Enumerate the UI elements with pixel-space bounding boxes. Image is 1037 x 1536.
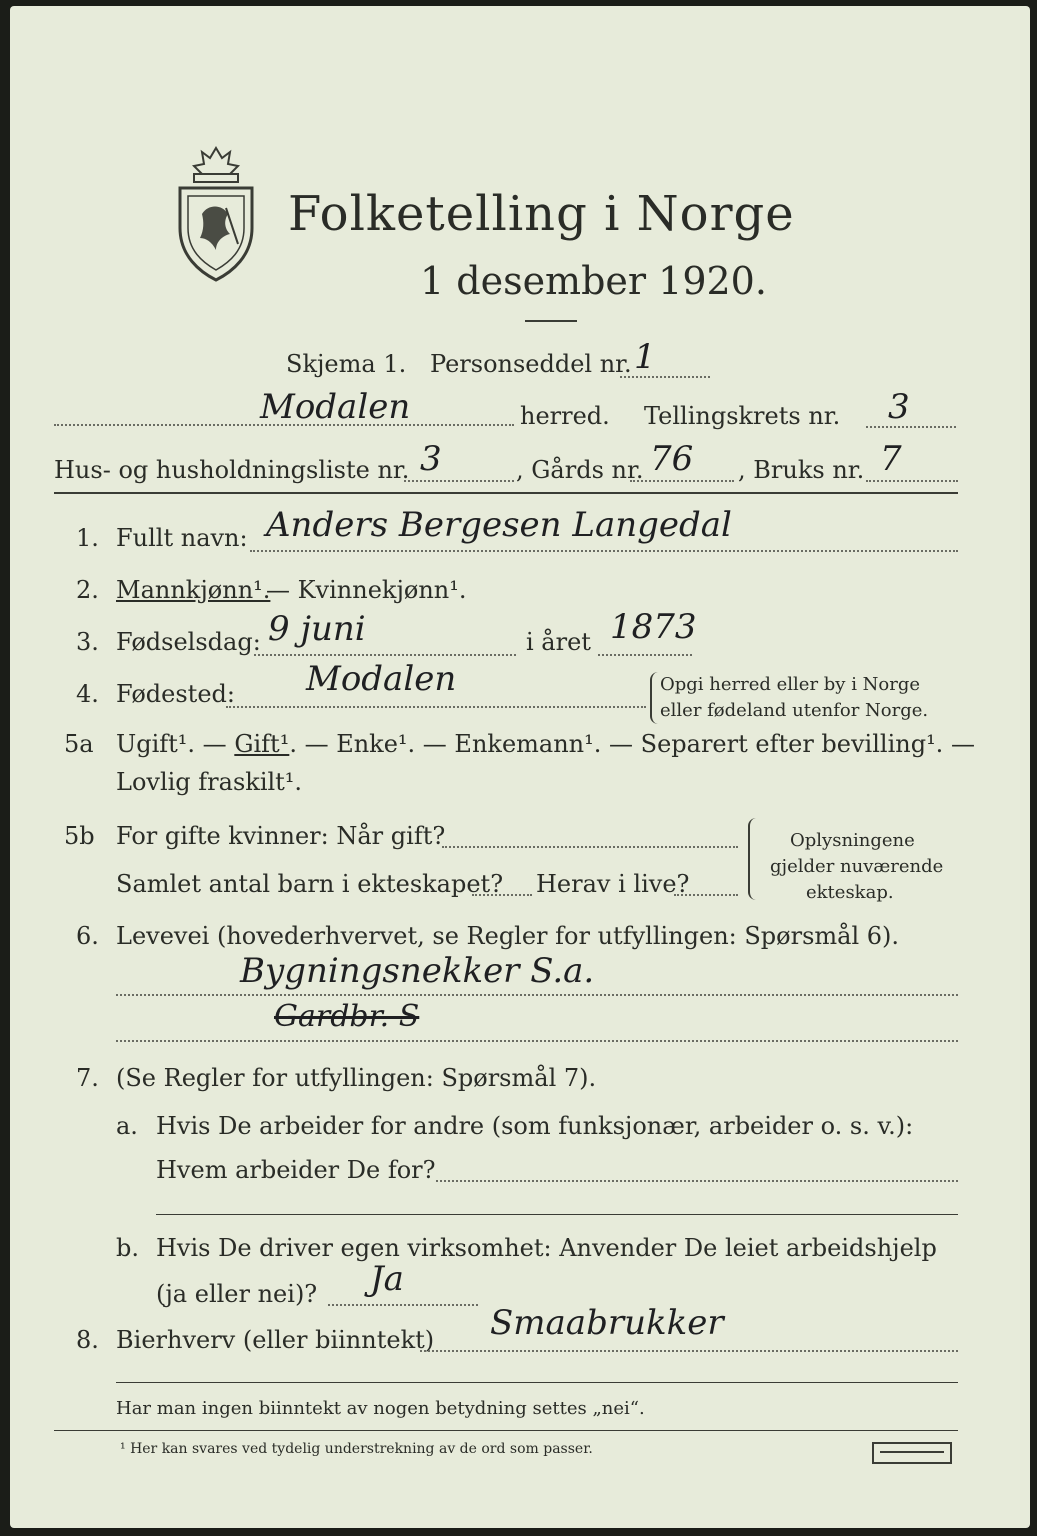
q5b-note-2: gjelder nuværende	[770, 856, 944, 877]
q5a-number: 5a	[64, 730, 94, 758]
bruks-value: 7	[880, 439, 902, 479]
q7-number: 7.	[76, 1064, 99, 1092]
q5b-note-3: ekteskap.	[806, 882, 894, 903]
bruks-label: , Bruks nr.	[738, 456, 865, 484]
q8-label: Bierhverv (eller biinntekt)	[116, 1326, 435, 1354]
q6-number: 6.	[76, 922, 99, 950]
q8-number: 8.	[76, 1326, 99, 1354]
herred-value: Modalen	[260, 387, 411, 427]
occupation-value-2: Gardbr. S	[274, 999, 420, 1034]
side-income-value: Smaabrukker	[490, 1303, 724, 1343]
q3-aaret: i året	[526, 628, 591, 656]
q3-number: 3.	[76, 628, 99, 656]
coat-of-arms-icon	[168, 144, 264, 284]
husliste-value: 3	[420, 439, 442, 479]
form-title: Folketelling i Norge	[288, 186, 795, 242]
q5a-line2: Lovlig fraskilt¹.	[116, 768, 303, 796]
q7b-letter: b.	[116, 1234, 139, 1262]
q5b-note-1: Oplysningene	[790, 830, 915, 851]
q7a-line2: Hvem arbeider De for?	[156, 1156, 436, 1184]
q1-number: 1.	[76, 524, 99, 552]
skjema-label: Skjema 1.	[286, 350, 407, 378]
q5a-line1: Ugift¹. — Gift¹. — Enke¹. — Enkemann¹. — Separert efter bevilling¹. —	[116, 730, 975, 758]
q7b-line1: Hvis De driver egen virksomhet: Anvender De leiet arbeidshjelp	[156, 1234, 937, 1262]
q3-label: Fødselsdag:	[116, 628, 261, 656]
q5a-gift: Gift¹	[234, 730, 290, 758]
birthyear-value: 1873	[610, 607, 697, 647]
tellingskrets-value: 3	[888, 387, 910, 427]
birthday-value: 9 juni	[268, 609, 366, 649]
q7a-letter: a.	[116, 1112, 138, 1140]
q2-mann: Mannkjønn¹.	[116, 576, 271, 604]
footnote-text: ¹ Her kan svares ved tydelig understrekning av de ord som passer.	[120, 1441, 593, 1457]
q2-number: 2.	[76, 576, 99, 604]
note-text: Har man ingen biinntekt av nogen betydning settes „nei“.	[116, 1398, 645, 1419]
husliste-label: Hus- og husholdningsliste nr.	[54, 456, 410, 484]
q6-label: Levevei (hovederhvervet, se Regler for utfyllingen: Spørsmål 6).	[116, 922, 900, 950]
personseddel-value: 1	[634, 337, 656, 377]
q5b-line1: For gifte kvinner: Når gift?	[116, 822, 446, 850]
q2-kvinne: — Kvinnekjønn¹.	[266, 576, 467, 604]
printer-mark	[872, 1442, 952, 1464]
q5b-samlet: Samlet antal barn i ekteskapet?	[116, 870, 504, 898]
birthplace-value: Modalen	[306, 659, 457, 699]
q4-number: 4.	[76, 680, 99, 708]
gards-value: 76	[650, 439, 694, 479]
q7b-line2: (ja eller nei)?	[156, 1280, 318, 1308]
q1-label: Fullt navn:	[116, 524, 248, 552]
q7a-line1: Hvis De arbeider for andre (som funksjonær, arbeider o. s. v.):	[156, 1112, 914, 1140]
q7-label: (Se Regler for utfyllingen: Spørsmål 7).	[116, 1064, 597, 1092]
q4-note-1: Opgi herred eller by i Norge	[660, 674, 921, 695]
personseddel-label: Personseddel nr.	[430, 350, 632, 378]
form-date: 1 desember 1920.	[420, 259, 767, 303]
full-name-value: Anders Bergesen Langedal	[266, 505, 732, 545]
tellingskrets-label: Tellingskrets nr.	[644, 402, 841, 430]
q7b-value: Ja	[370, 1259, 404, 1299]
herred-label: herred.	[520, 402, 610, 430]
q5b-herav: Herav i live?	[536, 870, 690, 898]
q4-label: Fødested:	[116, 680, 235, 708]
occupation-value-1: Bygningsnekker S.a.	[240, 951, 595, 991]
gards-label: , Gårds nr.	[516, 456, 644, 484]
q4-note-2: eller fødeland utenfor Norge.	[660, 700, 929, 721]
census-form	[10, 6, 1030, 1528]
q5b-number: 5b	[64, 822, 95, 850]
